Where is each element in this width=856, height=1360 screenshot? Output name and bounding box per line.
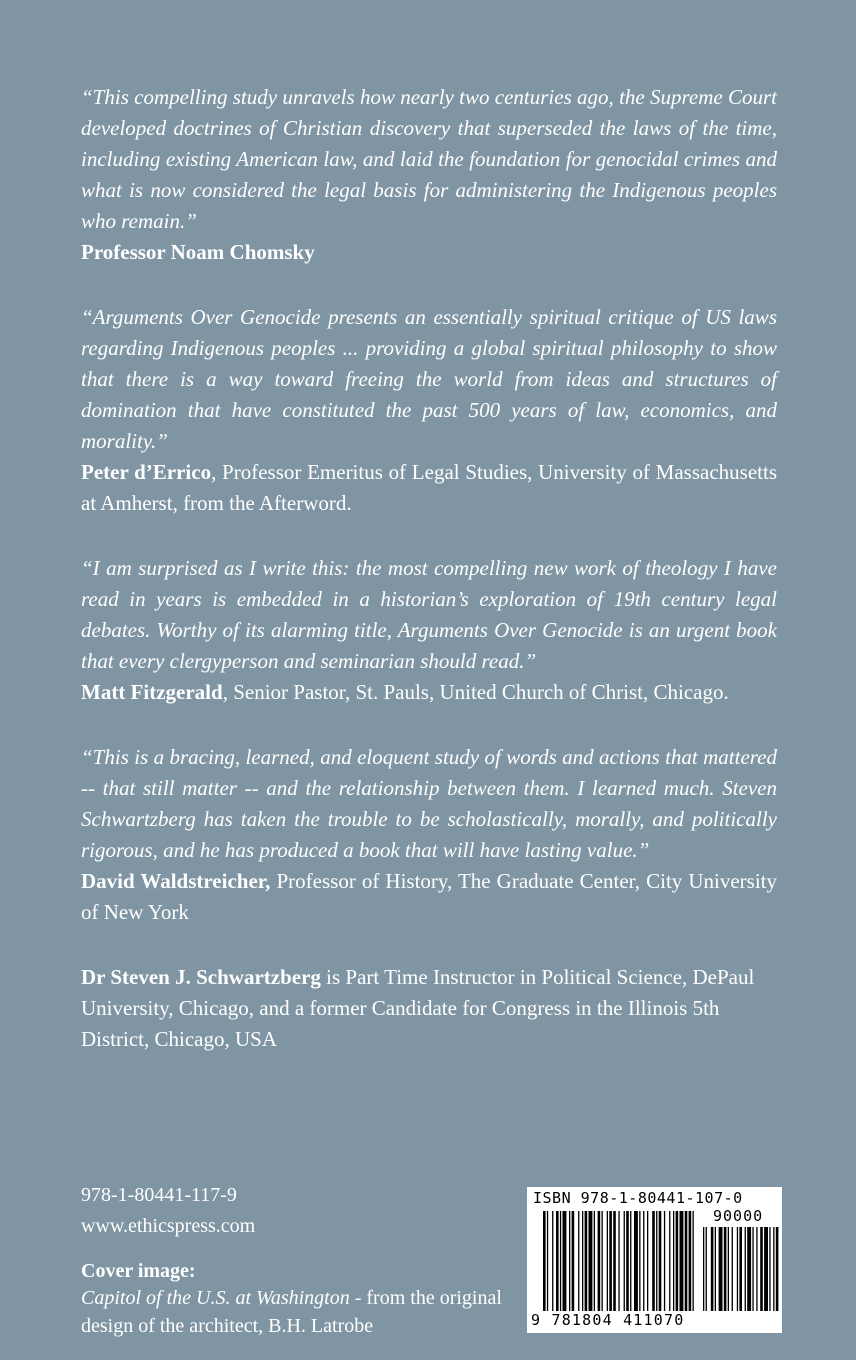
endorsement-quote: “This compelling study unravels how nearly two centuries ago, the Supreme Court developed doctrines of Christian discovery that superseded the laws of the time, including existing American law, and laid the foundation for genocidal crimes and what is now considered the legal basis for administering the Indigenous peoples who remain.” <box>81 85 777 233</box>
barcode-bar <box>739 1227 742 1311</box>
endorsement-derrico <box>81 302 777 519</box>
barcode-bar <box>560 1211 561 1311</box>
barcode-bar <box>719 1227 723 1311</box>
barcode-bar <box>680 1211 684 1311</box>
barcode-bar <box>703 1227 704 1311</box>
barcode-bar <box>618 1211 619 1311</box>
endorsement-attribution <box>81 457 777 519</box>
barcode-bar <box>724 1227 727 1311</box>
barcode-bar <box>756 1227 757 1311</box>
barcode-bar <box>607 1211 608 1311</box>
barcode-digits: 9 781804 411070 <box>531 1311 685 1329</box>
barcode-bar <box>659 1211 662 1311</box>
endorser-name: David Waldstreicher, <box>81 869 271 893</box>
barcode-bar <box>556 1211 559 1311</box>
barcode-addon-bars <box>703 1227 778 1311</box>
barcode-bar <box>745 1227 746 1311</box>
endorser-name: Professor Noam Chomsky <box>81 240 315 264</box>
endorser-role: , Senior Pastor, St. Pauls, United Church of Christ, Chicago. <box>222 680 729 704</box>
barcode-bar <box>552 1211 553 1311</box>
barcode-bar <box>760 1227 763 1311</box>
barcode-bar <box>589 1211 593 1311</box>
barcode-bar <box>773 1227 774 1311</box>
barcode-bar <box>647 1211 648 1311</box>
barcode-bar <box>732 1227 733 1311</box>
barcode-price-code: 90000 <box>713 1207 764 1225</box>
barcode-main-bars <box>543 1211 694 1311</box>
barcode-bar <box>706 1227 707 1311</box>
barcode-bar <box>563 1211 567 1311</box>
footer-info <box>81 1180 511 1340</box>
barcode <box>527 1187 782 1333</box>
endorsement-quote: “I am surprised as I write this: the most compelling new work of theology I have read in years is embedded in a historian’s exploration of 19th century legal debates. Worthy of its alarming title, Arguments Over Genocide is an urgent book that every clergyperson and seminarian should read.” <box>81 556 777 673</box>
barcode-bar <box>598 1211 601 1311</box>
barcode-bar <box>578 1211 579 1311</box>
endorsement-attribution <box>81 677 777 708</box>
barcode-bar <box>776 1227 779 1311</box>
author-name: Dr Steven J. Schwartzberg <box>81 965 321 989</box>
barcode-bar <box>715 1227 716 1311</box>
cover-image-description: - from the original design of the architect, B.H. Latrobe <box>81 1287 502 1337</box>
barcode-bar <box>543 1211 546 1311</box>
barcode-bar <box>747 1227 751 1311</box>
cover-image-title: Capitol of the U.S. at Washington <box>81 1287 350 1309</box>
endorsement-fitzgerald <box>81 553 777 708</box>
barcode-bar <box>676 1211 679 1311</box>
barcode-bar <box>689 1211 692 1311</box>
isbn-text: 978-1-80441-117-9 <box>81 1184 237 1206</box>
endorser-name: Peter d’Errico <box>81 460 212 484</box>
barcode-bar <box>582 1211 583 1311</box>
barcode-bar <box>669 1211 670 1311</box>
barcode-bar <box>572 1211 575 1311</box>
barcode-bar <box>634 1211 638 1311</box>
barcode-bar <box>547 1211 548 1311</box>
author-bio-text: is Part Time Instructor in Political Science, DePaul University, Chicago, and a former Candidate for Congress in the Illinois 5th District, Chicago, USA <box>81 965 755 1051</box>
endorser-role: Professor of History, The Graduate Center, City University of New York <box>81 869 777 924</box>
cover-image-credit <box>81 1284 511 1340</box>
endorsement-chomsky <box>81 82 777 268</box>
barcode-bar <box>613 1211 616 1311</box>
barcode-bar <box>685 1211 688 1311</box>
barcode-bar <box>764 1227 768 1311</box>
endorser-role: , Professor Emeritus of Legal Studies, University of Massachusetts at Amherst, from the Afterword. <box>81 460 777 515</box>
barcode-bar <box>609 1211 612 1311</box>
endorsement-quote: “This is a bracing, learned, and eloquent study of words and actions that mattered -- that still matter -- and the relationship between them. I learned much. Steven Schwartzberg has taken the trouble to be scholastically, morally, and politically rigorous, and he has produced a book that will have lasting value.” <box>81 745 777 862</box>
endorsement-waldstreicher <box>81 742 777 928</box>
barcode-bar <box>711 1227 714 1311</box>
barcode-bar <box>656 1211 657 1311</box>
website-link[interactable]: www.ethicspress.com <box>81 1215 256 1237</box>
barcode-bar <box>643 1211 644 1311</box>
barcode-bar <box>664 1211 665 1311</box>
endorsement-quote: “Arguments Over Genocide presents an essentially spiritual critique of US laws regarding Indigenous peoples ... providing a global spiritual philosophy to show that there is a way toward freeing the world from ideas and structures of domination that have constituted the past 500 years of law, economics, and morality.” <box>81 305 777 453</box>
barcode-bar <box>769 1227 770 1311</box>
barcode-bar <box>728 1227 729 1311</box>
endorsement-attribution <box>81 237 777 268</box>
endorsement-attribution <box>81 866 777 928</box>
barcode-bar <box>569 1211 570 1311</box>
back-cover-text <box>81 82 777 1055</box>
barcode-bar <box>673 1211 674 1311</box>
barcode-bar <box>652 1211 655 1311</box>
barcode-bar <box>602 1211 603 1311</box>
cover-image-label: Cover image: <box>81 1260 196 1282</box>
barcode-bar <box>693 1211 694 1311</box>
barcode-isbn-label: ISBN 978-1-80441-107-0 <box>533 1189 743 1207</box>
barcode-bar <box>585 1211 588 1311</box>
barcode-bar <box>737 1227 738 1311</box>
barcode-bar <box>624 1211 625 1311</box>
endorser-name: Matt Fitzgerald <box>81 680 223 704</box>
barcode-bar <box>639 1211 640 1311</box>
barcode-bar <box>594 1211 595 1311</box>
barcode-bar <box>626 1211 629 1311</box>
barcode-bar <box>630 1211 631 1311</box>
barcode-bar <box>752 1227 753 1311</box>
author-bio <box>81 962 777 1055</box>
